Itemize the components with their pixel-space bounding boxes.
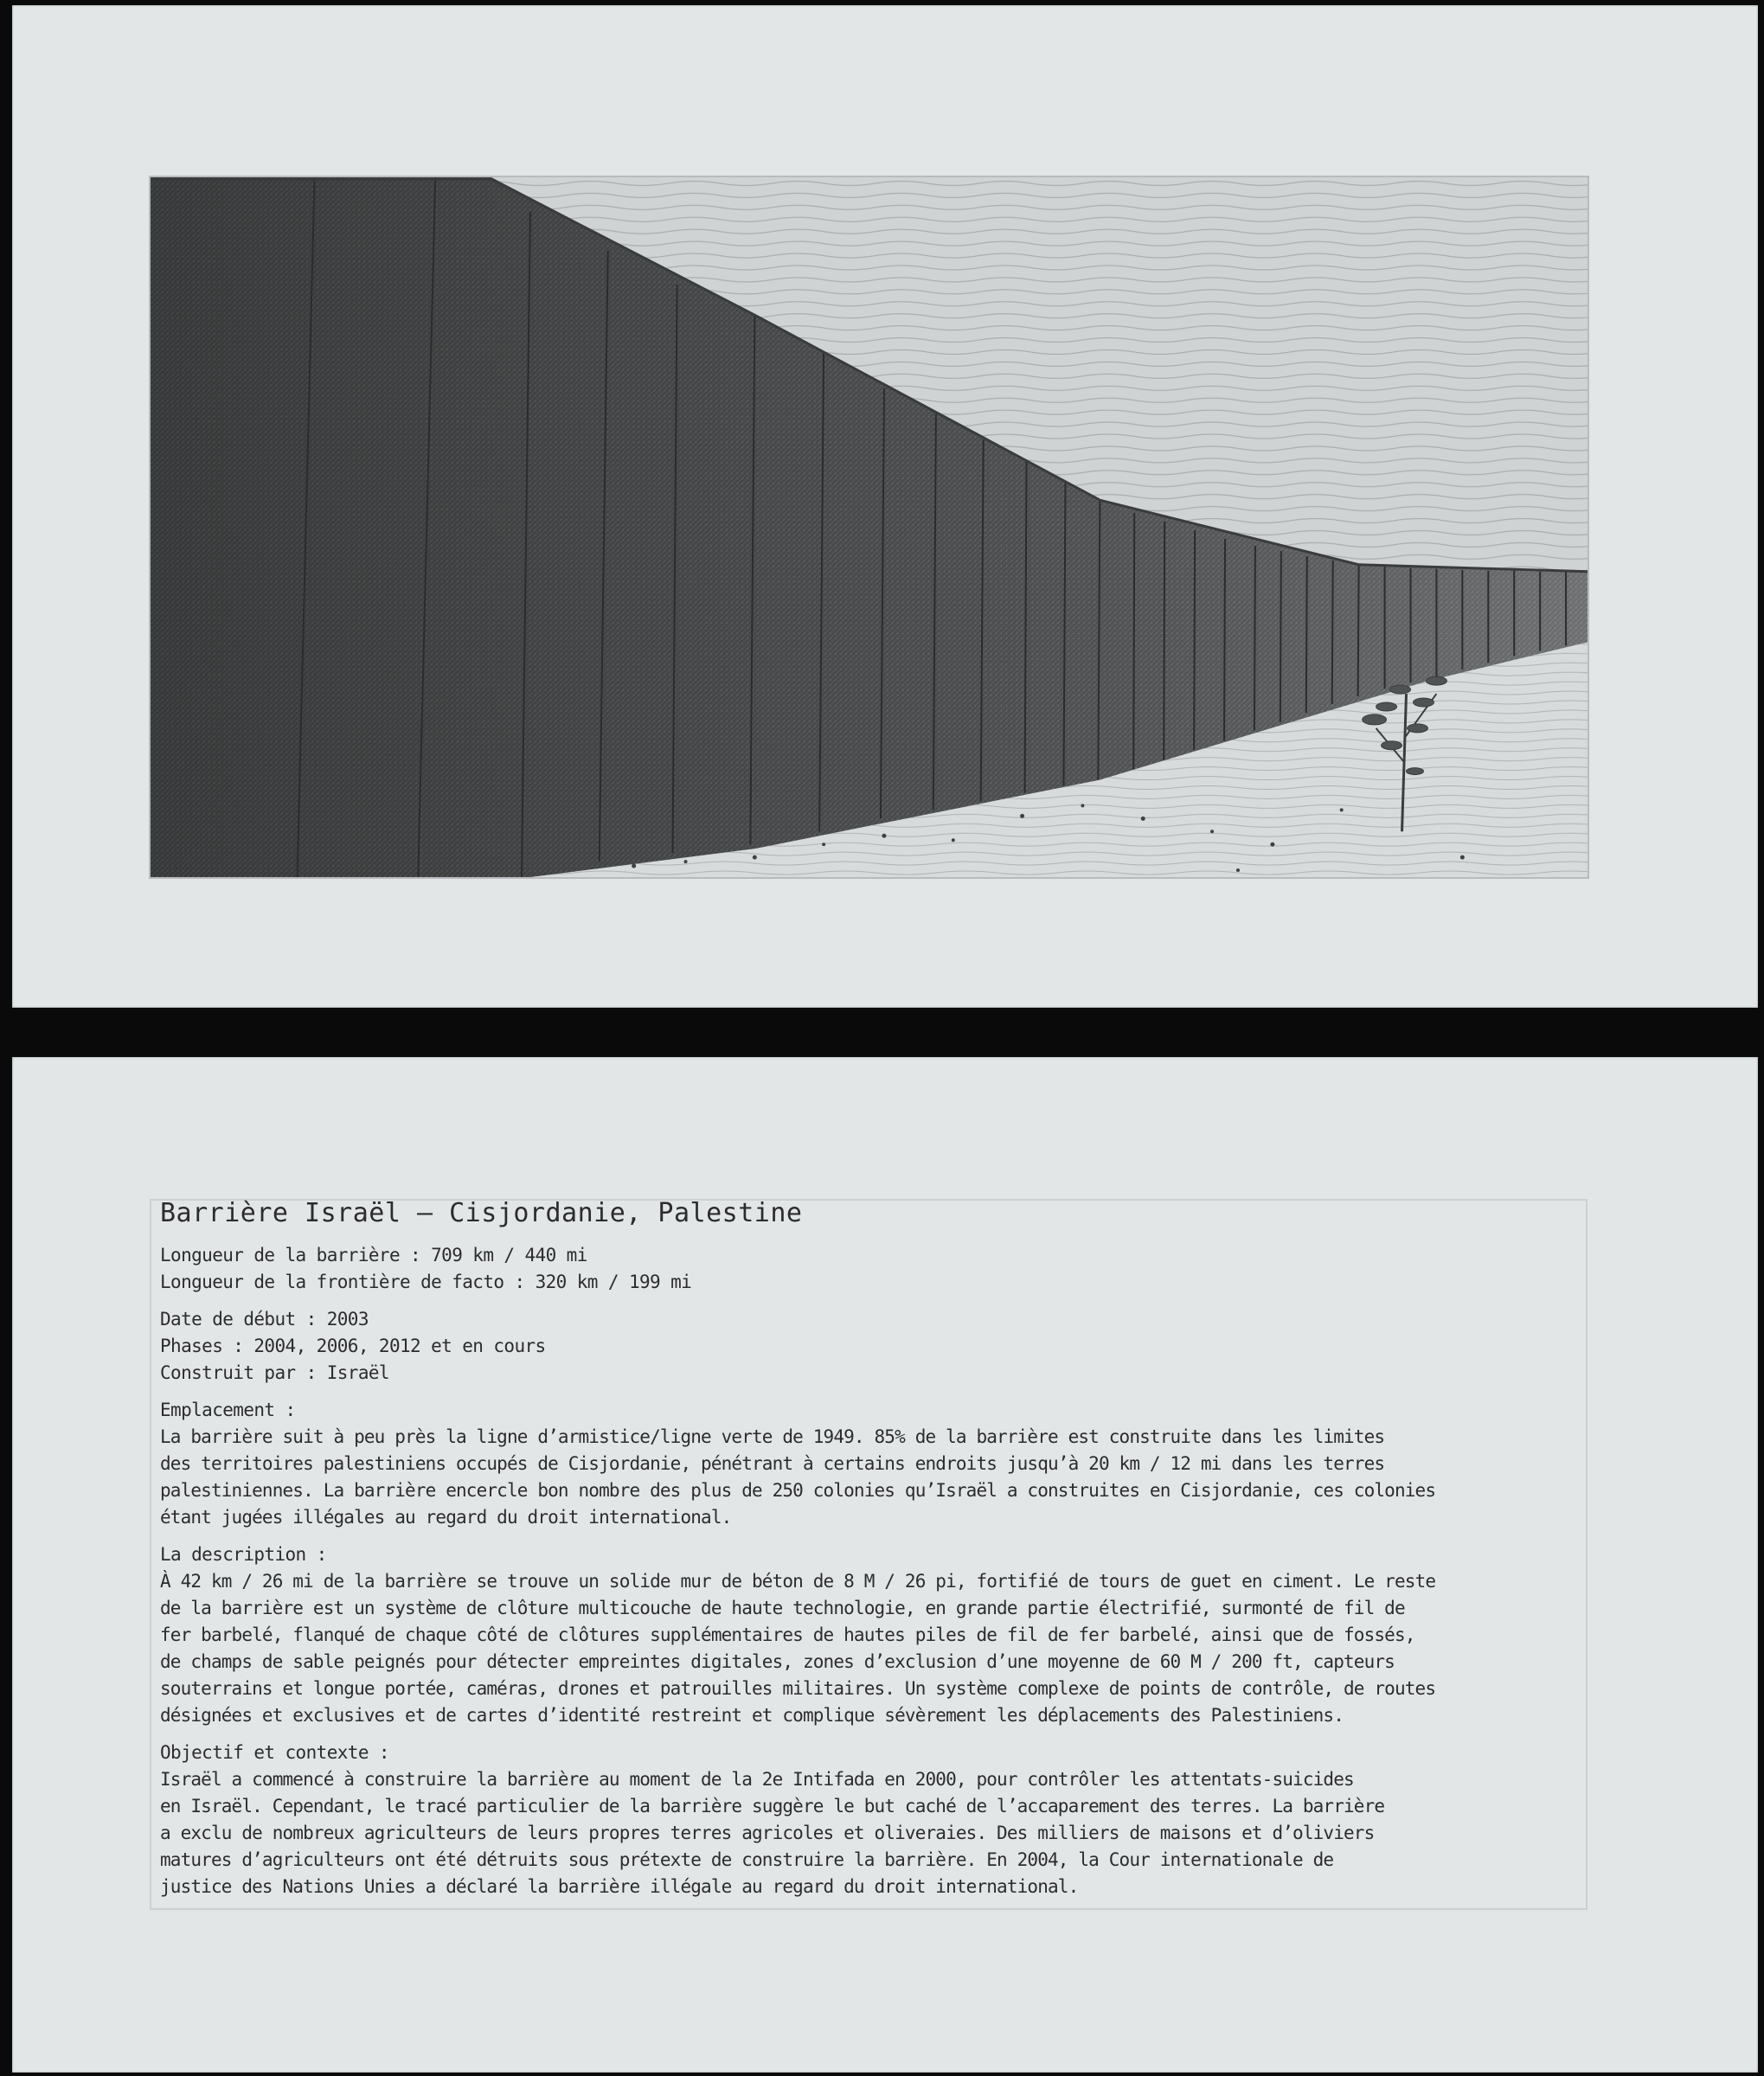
wall-etching-svg [151,177,1588,877]
plate-title: Barrière Israël – Cisjordanie, Palestine [160,1198,803,1228]
barrier-length-line [160,1242,1577,1269]
information-plate [150,1199,1588,1910]
wall-etching-image [149,176,1589,879]
border-length-label: Longueur de la frontière de facto : [160,1272,536,1292]
description-line: fer barbelé, flanqué de chaque côté de clôtures supplémentaires de hautes piles de fil de fer barbelé, ainsi que de fossés, [160,1624,1415,1645]
phases-label: Phases : [160,1336,254,1356]
context-heading: Objectif et contexte : [160,1742,389,1763]
phases-line [160,1333,1577,1360]
description-heading: La description : [160,1544,327,1565]
description-line: souterrains et longue portée, caméras, drones et patrouilles militaires. Un système complexe de points de contrôle, de routes [160,1678,1436,1699]
context-line: a exclu de nombreux agriculteurs de leurs propres terres agricoles et oliveraies. Des milliers de maisons et d’oliviers [160,1823,1375,1843]
built-by-value: Israël [326,1362,389,1383]
bottom-paper-sheet [12,1057,1758,2073]
location-line: des territoires palestiniens occupés de Cisjordanie, pénétrant à certains endroits jusqu’à 20 km / 12 mi dans les terres [160,1453,1385,1474]
description-line: de champs de sable peignés pour détecter empreintes digitales, zones d’exclusion d’une moyenne de 60 M / 200 ft, capteurs [160,1651,1395,1672]
start-date-label: Date de début : [160,1309,327,1330]
context-line: justice des Nations Unies a déclaré la barrière illégale au regard du droit international. [160,1876,1079,1897]
border-length-line [160,1269,1577,1296]
location-heading: Emplacement : [160,1400,296,1420]
barrier-length-label: Longueur de la barrière : [160,1245,432,1265]
description-line: À 42 km / 26 mi de la barrière se trouve un solide mur de béton de 8 M / 26 pi, fortifié de tours de guet en ciment. Le reste [160,1571,1436,1592]
built-by-line [160,1360,1577,1387]
phases-value: 2004, 2006, 2012 et en cours [253,1336,546,1356]
context-line: en Israël. Cependant, le tracé particulier de la barrière suggère le but caché de l’accaparement des terres. La barrière [160,1796,1385,1816]
border-length-value: 320 km / 199 mi [535,1272,692,1292]
location-line: étant jugées illégales au regard du droit international. [160,1507,732,1528]
description-line: de la barrière est un système de clôture multicouche de haute technologie, en grande partie électrifié, surmonté de fil de [160,1598,1405,1618]
start-date-value: 2003 [326,1309,369,1330]
start-date-line [160,1306,1577,1333]
context-line: Israël a commencé à construire la barrière au moment de la 2e Intifada en 2000, pour contrôler les attentats-suicides [160,1769,1354,1790]
location-line: palestiniennes. La barrière encercle bon nombre des plus de 250 colonies qu’Israël a construites en Cisjordanie, ces colonies [160,1480,1436,1501]
location-line: La barrière suit à peu près la ligne d’armistice/ligne verte de 1949. 85% de la barrière est construite dans les limites [160,1426,1385,1447]
top-paper-sheet [12,5,1758,1008]
context-line: matures d’agriculteurs ont été détruits sous prétexte de construire la barrière. En 2004, la Cour internationale de [160,1849,1334,1870]
description-line: désignées et exclusives et de cartes d’identité restreint et complique sévèrement les déplacements des Palestiniens. [160,1705,1344,1726]
barrier-length-value: 709 km / 440 mi [431,1245,587,1265]
built-by-label: Construit par : [160,1362,327,1383]
